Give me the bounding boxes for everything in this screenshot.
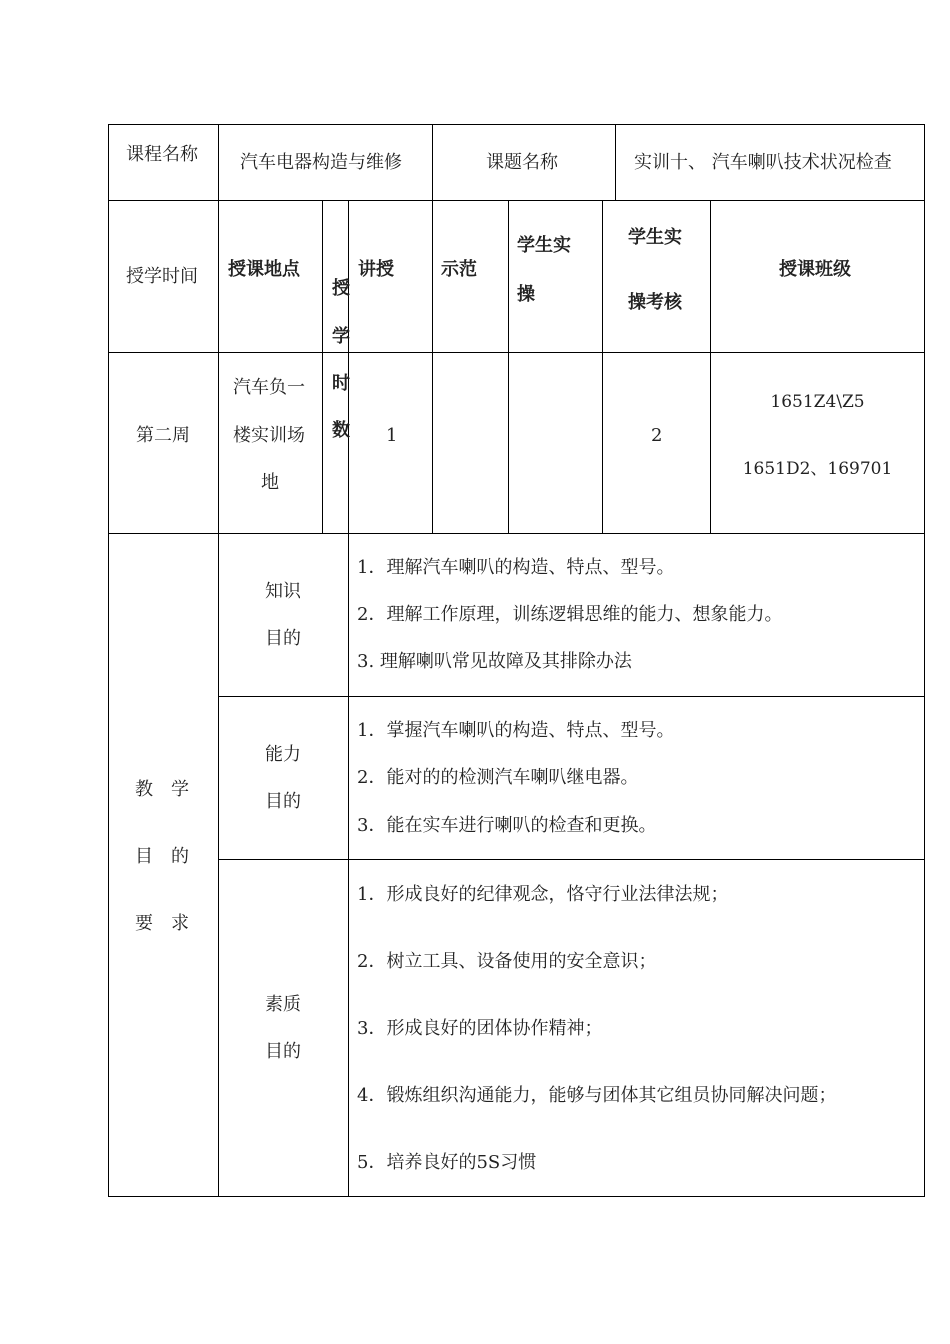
- row-divider: [108, 352, 925, 353]
- topic-value: 实训十、 汽车喇叭技术状况检查: [634, 152, 892, 173]
- quality-label: 素质: [265, 994, 301, 1015]
- quality-item: 3．形成良好的团体协作精神；: [357, 1018, 603, 1039]
- table-border-left: [108, 124, 109, 1197]
- knowledge-label: 目的: [265, 628, 301, 649]
- lecture-label: 讲授: [358, 259, 394, 280]
- class-label: 授课班级: [779, 259, 851, 280]
- col-divider: [710, 200, 711, 533]
- ability-item: 3．能在实车进行喇叭的检查和更换。: [357, 815, 657, 836]
- topic-label: 课题名称: [486, 152, 558, 173]
- exam-label: 学生实: [628, 227, 682, 248]
- ability-label: 目的: [265, 791, 301, 812]
- col-divider: [218, 124, 219, 1197]
- quality-item: 4．锻炼组织沟通能力，能够与团体其它组员协同解决问题；: [357, 1085, 837, 1106]
- table-border-right: [924, 124, 925, 1197]
- ability-item: 2．能对的的检测汽车喇叭继电器。: [357, 767, 639, 788]
- course-name-value: 汽车电器构造与维修: [240, 152, 402, 173]
- class-value: 1651D2、169701: [742, 459, 893, 479]
- quality-item: 2．树立工具、设备使用的安全意识；: [357, 951, 657, 972]
- col-divider: [322, 200, 323, 533]
- hours-char: 数: [332, 420, 350, 441]
- ability-item: 1．掌握汽车喇叭的构造、特点、型号。: [357, 720, 675, 741]
- class-value: 1651Z4\Z5: [770, 392, 865, 412]
- hours-char: 时: [332, 373, 350, 394]
- place-label: 授课地点: [228, 259, 300, 280]
- table-border-top: [108, 124, 925, 125]
- practice-label: 操: [517, 284, 535, 305]
- col-divider: [432, 124, 433, 533]
- hours-char: 授: [332, 278, 350, 299]
- exam-hours: 2: [651, 425, 663, 446]
- table-border-bottom: [108, 1196, 925, 1197]
- quality-label: 目的: [265, 1041, 301, 1062]
- place-value: 汽车负一: [233, 377, 305, 398]
- col-divider: [508, 200, 509, 533]
- place-value: 楼实训场: [233, 425, 305, 446]
- knowledge-item: 1．理解汽车喇叭的构造、特点、型号。: [357, 557, 675, 578]
- knowledge-item: 3. 理解喇叭常见故障及其排除办法: [357, 651, 632, 672]
- row-divider: [108, 200, 925, 201]
- exam-label: 操考核: [628, 292, 682, 313]
- row-divider: [108, 533, 925, 534]
- row-divider: [218, 696, 925, 697]
- hours-char: 学: [332, 326, 350, 347]
- objectives-label: 目 的: [135, 846, 189, 867]
- demo-label: 示范: [441, 259, 477, 280]
- knowledge-label: 知识: [265, 581, 301, 602]
- col-divider: [348, 200, 349, 1197]
- ability-label: 能力: [265, 744, 301, 765]
- practice-label: 学生实: [517, 235, 571, 256]
- place-value: 地: [261, 472, 279, 493]
- col-divider: [615, 124, 616, 200]
- time-label: 授学时间: [126, 266, 198, 287]
- objectives-label: 要 求: [135, 913, 189, 934]
- quality-item: 1．形成良好的纪律观念，恪守行业法律法规；: [357, 884, 729, 905]
- week-value: 第二周: [136, 425, 190, 446]
- knowledge-item: 2．理解工作原理，训练逻辑思维的能力、想象能力。: [357, 604, 783, 625]
- course-name-label: 课程名称: [126, 144, 198, 165]
- quality-item: 5．培养良好的5S习惯: [357, 1152, 537, 1173]
- col-divider: [602, 200, 603, 533]
- objectives-label: 教 学: [135, 779, 189, 800]
- row-divider: [218, 859, 925, 860]
- lecture-hours: 1: [386, 425, 398, 446]
